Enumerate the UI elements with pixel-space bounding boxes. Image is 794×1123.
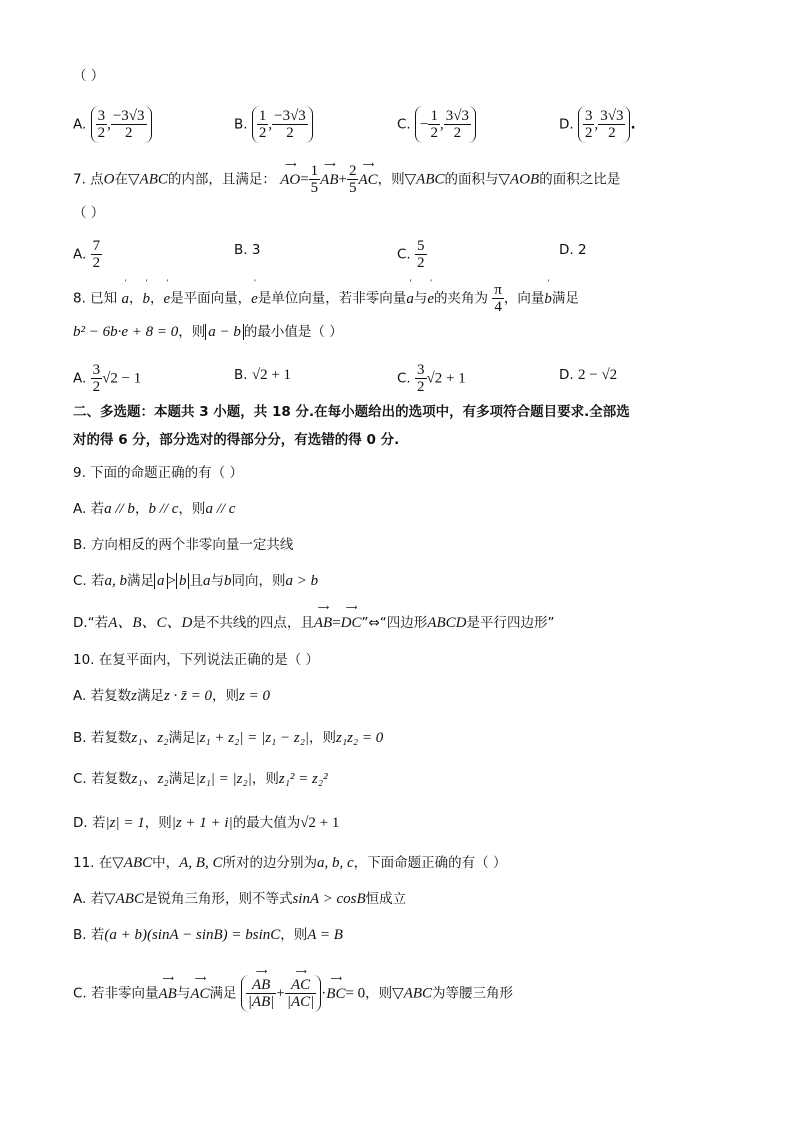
q6-a-vector: $\frac{3}{2}$ , $\frac{-3√3}{2}$ xyxy=(91,106,152,143)
q7-stem: 7. 点O在▽ABC的内部，且满足： ⟶ AO= $\frac{1}{5}$ ⟶ AB+ $\frac{2}{5}$ ⟶ AC，则▽ABC的面积与▽AOB的面积之比是 xyxy=(73,159,621,196)
q10-option-b[interactable]: B. 若复数z₁、z₂满足|z₁ + z₂| = |z₁ − z₂|，则z₁z₂ = 0 xyxy=(73,730,384,746)
q7-option-a[interactable]: A. $\frac{7}{2}$ xyxy=(73,238,101,271)
q6-option-d[interactable]: D. $\frac{3}{2}$ , $\frac{3√3}{2}$ . xyxy=(559,108,636,141)
q10-option-d[interactable]: D. 若|z| = 1，则|z + 1 + i|的最大值为√2 + 1 xyxy=(73,815,340,831)
q7-option-b[interactable]: B. 3 xyxy=(234,242,261,258)
q10-option-c[interactable]: C. 若复数z₁、z₂满足|z₁| = |z₂|，则z₁² = z₂² xyxy=(73,771,328,787)
q11-option-a[interactable]: A. 若▽ABC是锐角三角形，则不等式sinA > cosB恒成立 xyxy=(73,891,407,907)
q8-stem-line1: 8. 已知 ʹ a， ʹ b， ʹ e是平面向量， ʹ e是单位向量，若非零向量 ʹ a与 ʹ e的夹角为 $\frac{\pi}{4}$ ，向量 ʹ b满足 xyxy=(73,278,579,315)
q6-d-vector: $\frac{3}{2}$ , $\frac{3√3}{2}$ xyxy=(578,106,630,143)
q9-stem: 9. 下面的命题正确的有（ ） xyxy=(73,465,243,481)
q7-option-c[interactable]: C. $\frac{5}{2}$ xyxy=(397,238,425,271)
q9-option-b[interactable]: B. 方向相反的两个非零向量一定共线 xyxy=(73,537,294,553)
section2-heading-line1: 二、多选题：本题共 3 小题，共 18 分.在每小题给出的选项中，有多项符合题目要求.全部选 xyxy=(73,404,630,420)
q10-option-a[interactable]: A. 若复数z满足z · z̄ = 0，则z = 0 xyxy=(73,688,270,704)
q8-stem-line2: b² − 6b·e + 8 = 0，则 a − b 的最小值是（ ） xyxy=(73,324,343,340)
q9-option-c[interactable]: C. 若a, b满足 a > b 且a与b同向，则a > b xyxy=(73,573,319,589)
q6-option-b[interactable]: B. $\frac{1}{2}$ , $\frac{-3√3}{2}$ xyxy=(234,106,313,143)
q11-option-b[interactable]: B. 若(a + b)(sinA − sinB) = bsinC，则A = B xyxy=(73,927,343,943)
q11-stem: 11. 在▽ABC中，A, B, C所对的边分别为a, b, c，下面命题正确的有（ ） xyxy=(73,855,507,871)
q6-option-c[interactable]: C. − $\frac{1}{2}$ , $\frac{3√3}{2}$ xyxy=(397,106,476,143)
section2-heading-line2: 对的得 6 分，部分选对的得部分分，有选错的得 0 分. xyxy=(73,432,400,448)
q6-paren: （ ） xyxy=(73,68,105,84)
q9-option-d[interactable]: D.“若A、B、C、D是不共线的四点，且 ⟶ AB= ⟶ DC”⇔“四边形ABCD是平行四边形” xyxy=(73,603,555,631)
q6-b-vector: $\frac{1}{2}$ , $\frac{-3√3}{2}$ xyxy=(252,106,313,143)
q8-option-c[interactable]: C. $\frac{3}{2}$ √2 + 1 xyxy=(397,362,466,395)
q11-c-expression: ⟶ AB |AB| + ⟶ AC |AC| xyxy=(241,975,321,1012)
q8-option-b[interactable]: B. √2 + 1 xyxy=(234,367,292,383)
q8-option-d[interactable]: D. 2 − √2 xyxy=(559,367,618,383)
q8-option-a[interactable]: A. $\frac{3}{2}$ √2 − 1 xyxy=(73,362,142,395)
q7-paren: （ ） xyxy=(73,205,105,221)
q9-option-a[interactable]: A. 若a // b，b // c，则a // c xyxy=(73,501,236,517)
q6-c-vector: − $\frac{1}{2}$ , $\frac{3√3}{2}$ xyxy=(415,106,476,143)
q11-option-c[interactable]: C. 若非零向量 ⟶ AB与 ⟶ AC满足 ⟶ AB |AB| + ⟶ AC |AC| · ⟶ BC= 0，则▽ABC为等腰三角形 xyxy=(73,967,514,1010)
q10-stem: 10. 在复平面内，下列说法正确的是（ ） xyxy=(73,652,320,668)
q6-option-a[interactable]: A. $\frac{3}{2}$ , $\frac{-3√3}{2}$ xyxy=(73,106,152,143)
q7-option-d[interactable]: D. 2 xyxy=(559,242,587,258)
